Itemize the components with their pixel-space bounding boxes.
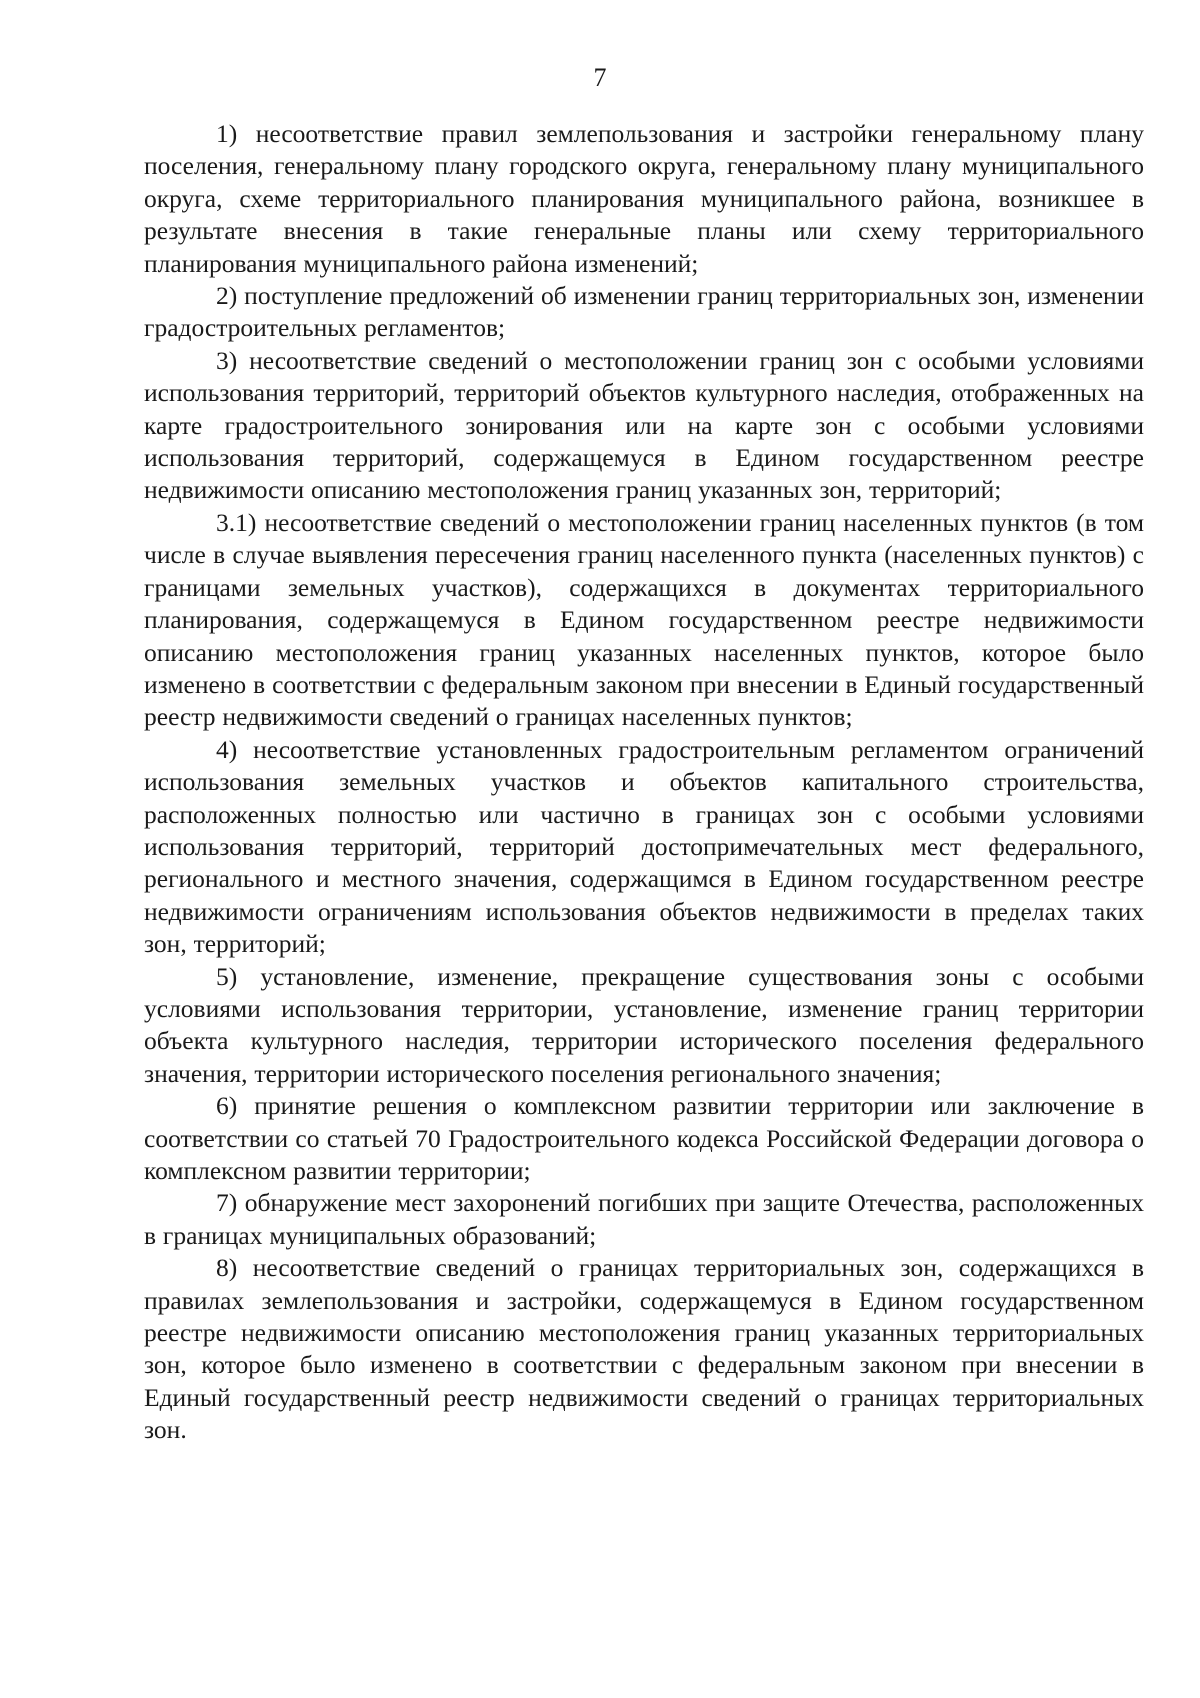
list-item-6: 6) принятие решения о комплексном развитии территории или заключение в соответствии со статьей 70 Градостроительного кодекса Российской Федерации договора о комплексном развитии территории; (144, 1091, 1144, 1185)
list-item-1: 1) несоответствие правил землепользования и застройки генеральному плану поселения, генеральному плану городского округа, генеральному плану муниципального округа, схеме территориального планирования муниципального района, возникшее в результате внесения в такие генеральные планы или схему территориального планирования муниципального района изменений; (144, 119, 1144, 278)
list-item-3: 3) несоответствие сведений о местоположении границ зон с особыми условиями использования территорий, территорий объектов культурного наследия, отображенных на карте градостроительного зонирования или на карте зон с особыми условиями использования территорий, содержащемуся в Едином государственном реестре недвижимости описанию местоположения границ указанных зон, территорий; (144, 345, 1144, 505)
document-body (144, 118, 1144, 1447)
list-item-4: 4) несоответствие установленных градостроительным регламентом ограничений использования земельных участков и объектов капитального строительства, расположенных полностью или частично в границах зон с особыми условиями использования территорий, территорий достопримечательных мест федерального, регионального и местного значения, содержащимся в Едином государственном реестре недвижимости ограничениям использования объектов недвижимости в пределах таких зон, территорий; (144, 734, 1144, 959)
page-number: 7 (593, 63, 607, 92)
list-item-3-1: 3.1) несоответствие сведений о местоположении границ населенных пунктов (в том числе в случае выявления пересечения границ населенного пункта (населенных пунктов) с границами земельных участков), содержащихся в документах территориального планирования, содержащемуся в Едином государственном реестре недвижимости описанию местоположения границ указанных населенных пунктов, которое было изменено в соответствии с федеральным законом при внесении в Единый государственный реестр недвижимости сведений о границах населенных пунктов; (144, 507, 1144, 732)
list-item-7: 7) обнаружение мест захоронений погибших при защите Отечества, расположенных в границах муниципальных образований; (144, 1188, 1144, 1250)
list-item-5: 5) установление, изменение, прекращение существования зоны с особыми условиями использования территории, установление, изменение границ территории объекта культурного наследия, территории исторического поселения федерального значения, территории исторического поселения регионального значения; (144, 961, 1144, 1088)
list-item-2: 2) поступление предложений об изменении границ территориальных зон, изменении градостроительных регламентов; (144, 281, 1144, 343)
list-item-8: 8) несоответствие сведений о границах территориальных зон, содержащихся в правилах землепользования и застройки, содержащемуся в Едином государственном реестре недвижимости описанию местоположения границ указанных территориальных зон, которое было изменено в соответствии с федеральным законом при внесении в Единый государственный реестр недвижимости сведений о границах территориальных зон. (144, 1253, 1144, 1445)
